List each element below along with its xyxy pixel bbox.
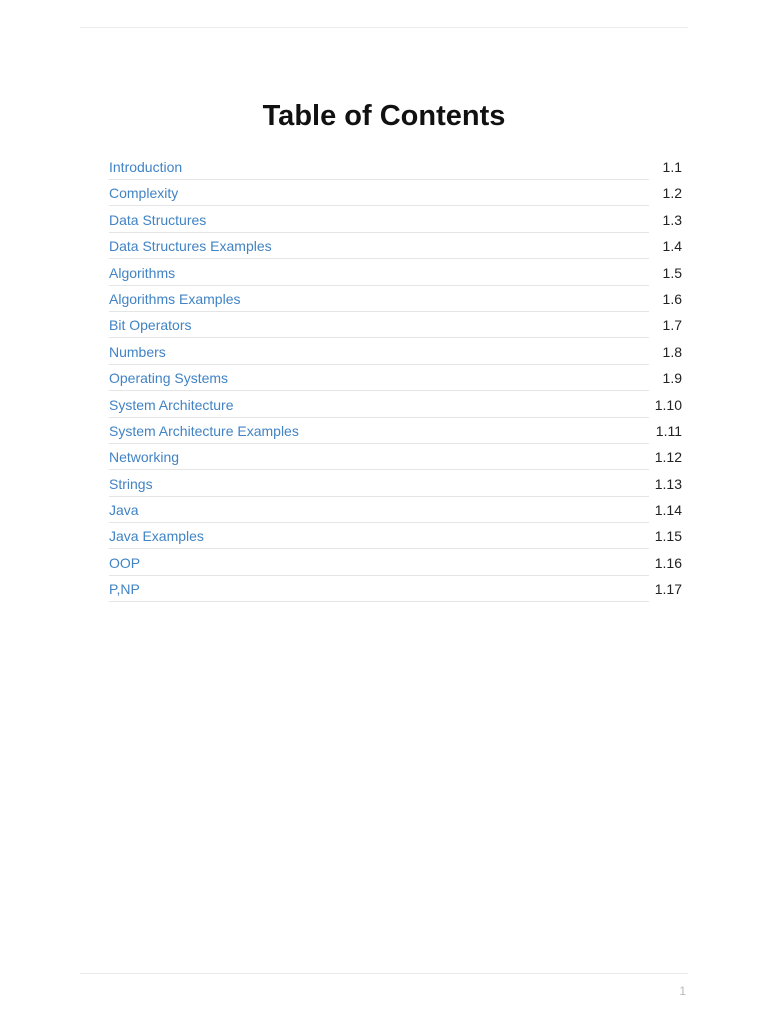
toc-entry-system-architecture — [109, 392, 685, 418]
toc-entry-algorithms — [109, 260, 685, 286]
toc-section-number: 1.13 — [654, 475, 682, 492]
toc-entry-oop — [109, 550, 685, 576]
toc-link-p-np[interactable]: P,NP — [109, 580, 649, 602]
toc-entry-operating-systems — [109, 365, 685, 391]
toc-section-number: 1.17 — [654, 581, 682, 598]
toc-section-number: 1.10 — [654, 396, 682, 413]
toc-entry-strings — [109, 471, 685, 497]
toc-entry-java — [109, 497, 685, 523]
toc-entry-p-np — [109, 576, 685, 602]
toc-section-number: 1.12 — [654, 449, 682, 466]
table-of-contents — [109, 154, 685, 603]
toc-entry-data-structures — [109, 207, 685, 233]
toc-link-java[interactable]: Java — [109, 501, 649, 523]
toc-link-data-structures-examples[interactable]: Data Structures Examples — [109, 237, 649, 259]
toc-link-java-examples[interactable]: Java Examples — [109, 527, 649, 549]
toc-section-number: 1.15 — [654, 528, 682, 545]
toc-entry-introduction — [109, 154, 685, 180]
toc-entry-system-architecture-examples — [109, 418, 685, 444]
toc-link-system-architecture-examples[interactable]: System Architecture Examples — [109, 422, 649, 444]
header-rule — [80, 27, 688, 28]
toc-entry-java-examples — [109, 523, 685, 549]
page-number: 1 — [679, 984, 686, 998]
toc-section-number: 1.2 — [662, 185, 682, 202]
toc-section-number: 1.1 — [662, 159, 682, 175]
toc-section-number: 1.4 — [662, 238, 682, 255]
toc-link-operating-systems[interactable]: Operating Systems — [109, 369, 649, 391]
footer-rule — [80, 973, 688, 974]
toc-section-number: 1.5 — [662, 264, 682, 281]
toc-section-number: 1.6 — [662, 290, 682, 307]
toc-link-complexity[interactable]: Complexity — [109, 184, 649, 206]
toc-link-strings[interactable]: Strings — [109, 475, 649, 497]
toc-entry-bit-operators — [109, 312, 685, 338]
toc-section-number: 1.9 — [662, 370, 682, 387]
toc-link-algorithms[interactable]: Algorithms — [109, 264, 649, 286]
page-title: Table of Contents — [262, 100, 506, 132]
toc-section-number: 1.7 — [662, 317, 682, 334]
toc-section-number: 1.14 — [654, 502, 682, 519]
toc-section-number: 1.11 — [655, 422, 682, 439]
toc-section-number: 1.3 — [662, 211, 682, 228]
toc-link-algorithms-examples[interactable]: Algorithms Examples — [109, 290, 649, 312]
toc-link-networking[interactable]: Networking — [109, 448, 649, 470]
toc-entry-complexity — [109, 180, 685, 206]
toc-section-number: 1.8 — [662, 343, 682, 360]
toc-link-oop[interactable]: OOP — [109, 554, 649, 576]
toc-link-system-architecture[interactable]: System Architecture — [109, 396, 649, 418]
toc-entry-algorithms-examples — [109, 286, 685, 312]
toc-link-data-structures[interactable]: Data Structures — [109, 211, 649, 233]
toc-section-number: 1.16 — [654, 554, 682, 571]
toc-link-numbers[interactable]: Numbers — [109, 343, 649, 365]
toc-entry-numbers — [109, 339, 685, 365]
toc-link-introduction[interactable]: Introduction — [109, 158, 649, 180]
toc-link-bit-operators[interactable]: Bit Operators — [109, 316, 649, 338]
toc-entry-data-structures-examples — [109, 233, 685, 259]
toc-entry-networking — [109, 444, 685, 470]
